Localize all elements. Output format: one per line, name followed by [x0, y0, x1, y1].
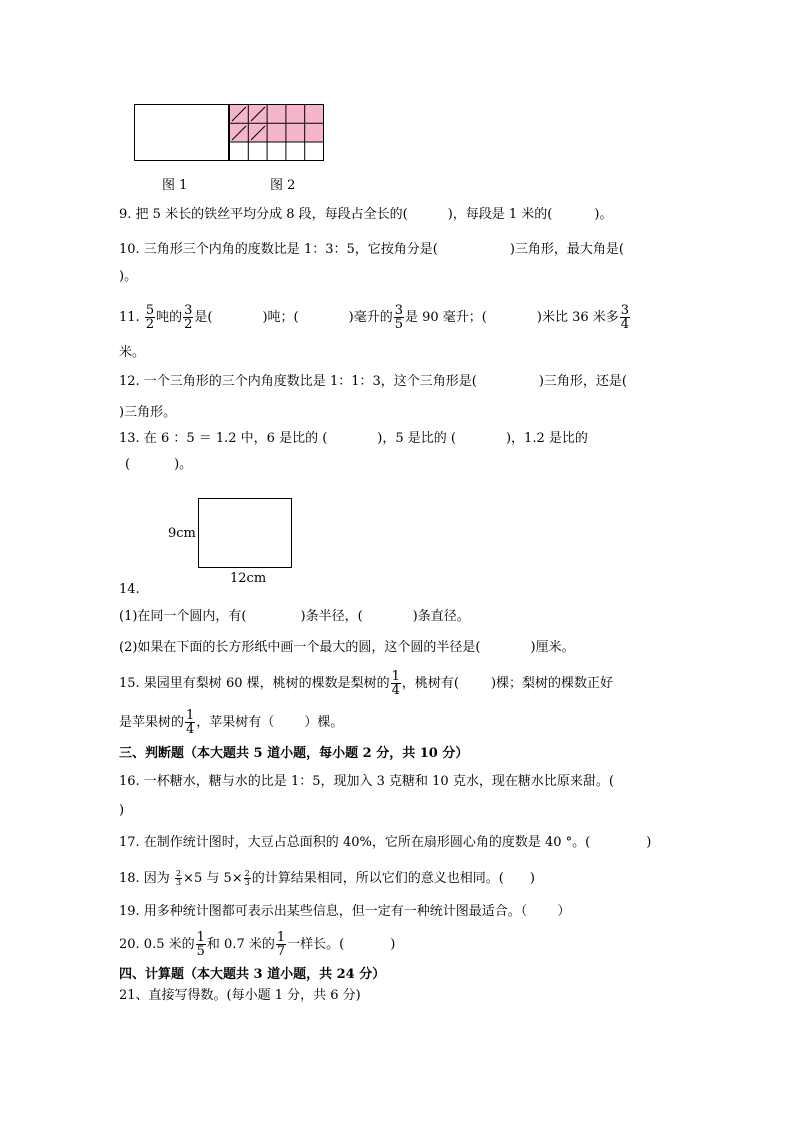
- rectangle-width-label: 12cm: [230, 571, 267, 586]
- question-12: 12. 一个三角形的三个内角度数比是 1：1：3，这个三角形是( )三角形，还是(: [119, 374, 627, 389]
- fraction-1-4-b: $\frac{1}{4}$: [186, 708, 195, 737]
- question-16: 16. 一杯糖水，糖与水的比是 1：5，现加入 3 克糖和 10 克水，现在糖水比原来甜。(: [119, 774, 614, 789]
- question-17: 17. 在制作统计图时，大豆占总面积的 40%，它所在扇形圆心角的度数是 40 °。( ): [119, 835, 652, 850]
- question-10-cont: )。: [119, 269, 138, 284]
- question-14-part-2: (2)如果在下面的长方形纸中画一个最大的圆，这个圆的半径是( )厘米。: [119, 640, 575, 655]
- fraction-5-2: $\frac{5}{2}$: [145, 303, 155, 332]
- question-11-cont: 米。: [119, 345, 146, 360]
- figure-1-rectangle: [134, 104, 230, 162]
- question-12-cont: )三角形。: [119, 405, 177, 420]
- question-20: 20. 0.5 米的 $\frac{1}{5}$ 和 0.7 米的 $\frac{1}{7}$ 一样长。( ): [119, 930, 396, 959]
- question-14-part-1: (1)在同一个圆内，有( )条半径，( )条直径。: [119, 609, 470, 624]
- fraction-3-4: $\frac{3}{4}$: [620, 303, 630, 332]
- question-13: 13. 在 6 ：5 ＝ 1.2 中，6 是比的 ( )，5 是比的 ( )，1.2 是比的: [119, 431, 588, 446]
- question-19: 19. 用多种统计图都可表示出某些信息，但一定有一种统计图最适合。（ ）: [119, 904, 571, 919]
- fraction-3-2: $\frac{3}{2}$: [184, 303, 193, 332]
- question-13-cont: ( )。: [125, 457, 193, 472]
- question-11: 11. $\frac{5}{2}$ 吨的 $\frac{3}{2}$ 是( )吨；( )毫升的 $\frac{3}{5}$ 是 90 毫升；( )米比 36 米多 $\frac{3}{4}$: [119, 303, 630, 332]
- figure-2-label: 图 2: [270, 178, 296, 193]
- fraction-1-4: $\frac{1}{4}$: [391, 669, 400, 698]
- rectangle-height-label: 9cm: [168, 526, 196, 541]
- section-3-heading: 三、判断题（本大题共 5 道小题，每小题 2 分，共 10 分）: [119, 746, 469, 761]
- question-21: 21、直接写得数。(每小题 1 分，共 6 分): [119, 988, 361, 1003]
- rectangle-figure: [198, 498, 293, 569]
- fraction-1-5: $\frac{1}{5}$: [196, 930, 205, 959]
- question-10: 10. 三角形三个内角的度数比是 1：3：5，它按角分是( )三角形，最大角是(: [119, 242, 624, 257]
- section-4-heading: 四、计算题（本大题共 3 道小题，共 24 分）: [119, 967, 386, 982]
- fraction-2-3: $\frac{2}{3}$: [175, 869, 182, 887]
- figure-2-grid: [229, 104, 325, 162]
- fraction-2-3-b: $\frac{2}{3}$: [244, 869, 250, 887]
- question-18: 18. 因为 $\frac{2}{3}$ ×5 与 5× $\frac{2}{3}$ 的计算结果相同，所以它们的意义也相同。( ): [119, 869, 535, 887]
- figure-1-label: 图 1: [162, 178, 188, 193]
- question-9: 9. 把 5 米长的铁丝平均分成 8 段，每段占全长的( )，每段是 1 米的( )。: [119, 207, 613, 222]
- fraction-3-5: $\frac{3}{5}$: [394, 303, 403, 332]
- question-15-cont: 是苹果树的 $\frac{1}{4}$ ，苹果树有（ ）棵。: [119, 708, 344, 737]
- question-14-number: 14.: [119, 582, 140, 597]
- question-15: 15. 果园里有梨树 60 棵，桃树的棵数是梨树的 $\frac{1}{4}$ ，桃树有( )棵；梨树的棵数正好: [119, 669, 614, 698]
- question-16-cont: ): [119, 803, 125, 818]
- fraction-1-7: $\frac{1}{7}$: [276, 930, 286, 959]
